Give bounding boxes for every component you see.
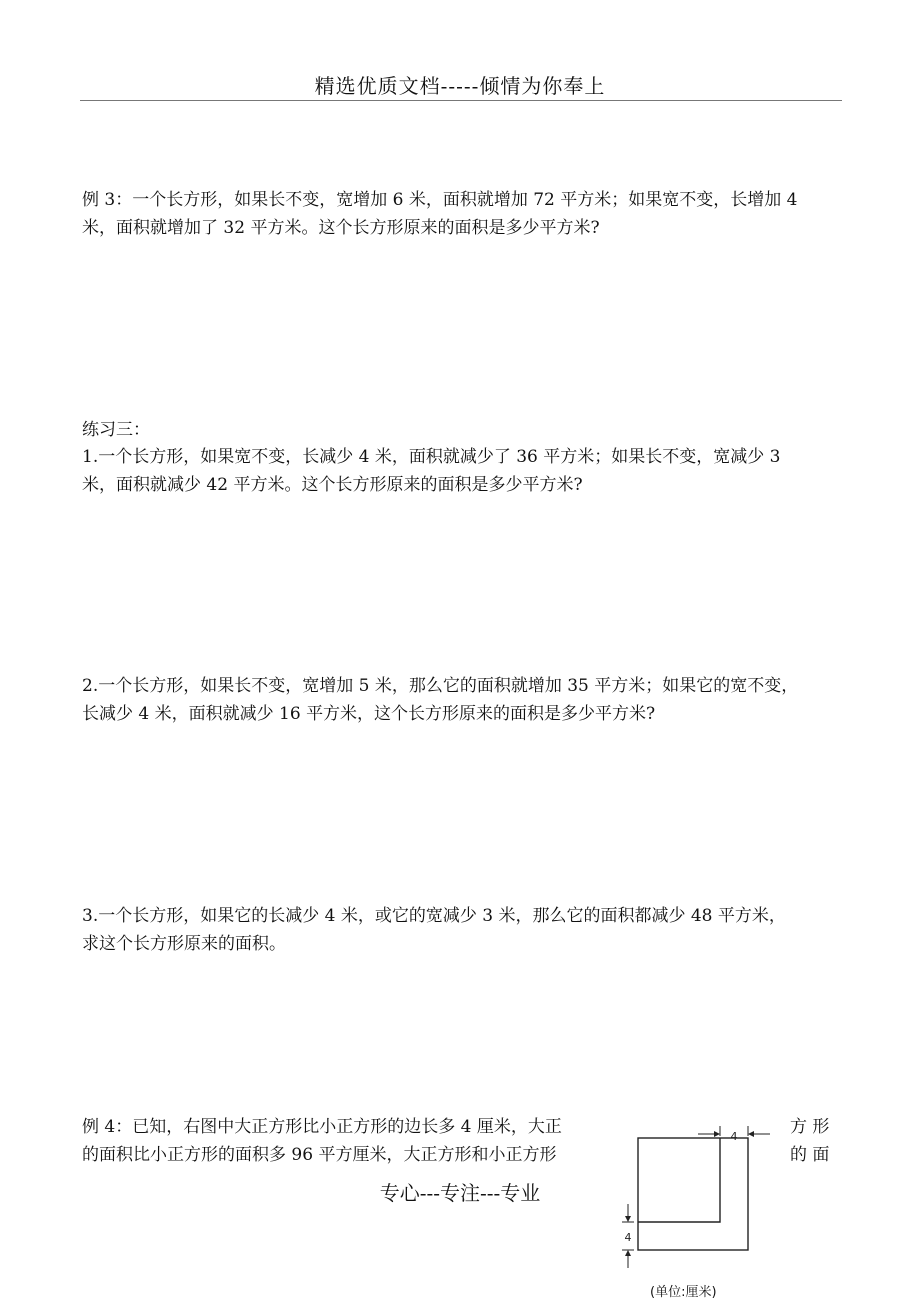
example-3-line-2: 米，面积就增加了 32 平方米。这个长方形原来的面积是多少平方米?: [82, 218, 600, 238]
practice-question-1: [82, 443, 838, 499]
example-4-line-2-end: 的 面: [790, 1145, 830, 1165]
side-arrowhead-top: [625, 1216, 631, 1222]
top-dimension-label: 4: [730, 1130, 738, 1143]
top-arrowhead-right: [748, 1131, 754, 1137]
practice-question-3: [82, 902, 838, 958]
example-4-text-continued: [790, 1113, 829, 1169]
example-4-line-2: 的面积比小正方形的面积多 96 平方厘米，大正方形和小正方形: [82, 1145, 557, 1165]
squares-figure: [610, 1118, 790, 1302]
question-1-line-1: 1.一个长方形，如果宽不变，长减少 4 米，面积就减少了 36 平方米；如果长不变，宽减少 3: [82, 447, 781, 467]
example-3: [82, 186, 838, 242]
example-4-line-1-end: 方 形: [790, 1117, 830, 1137]
top-arrowhead-left: [714, 1131, 720, 1137]
question-1-line-2: 米，面积就减少 42 平方米。这个长方形原来的面积是多少平方米?: [82, 475, 583, 495]
side-arrowhead-bottom: [625, 1250, 631, 1256]
practice-heading: 练习三：: [82, 420, 150, 440]
example-4-text: [82, 1113, 562, 1169]
question-3-line-1: 3.一个长方形，如果它的长减少 4 米，或它的宽减少 3 米，那么它的面积都减少 48 平方米，: [82, 906, 786, 926]
header-divider: [80, 100, 842, 101]
example-4-line-1: 例 4：已知，右图中大正方形比小正方形的边长多 4 厘米，大正: [82, 1117, 562, 1137]
question-2-line-1: 2.一个长方形，如果长不变，宽增加 5 米，那么它的面积就增加 35 平方米；如果它的宽不变，: [82, 676, 799, 696]
example-3-line-1: 例 3：一个长方形，如果长不变，宽增加 6 米，面积就增加 72 平方米；如果宽不变，长增加 4: [82, 190, 798, 210]
practice-question-2: [82, 672, 838, 728]
page-header-title: 精选优质文档-----倾情为你奉上: [314, 74, 606, 98]
question-2-line-2: 长减少 4 米，面积就减少 16 平方米，这个长方形原来的面积是多少平方米?: [82, 704, 656, 724]
page-footer: 专心---专注---专业: [379, 1181, 541, 1205]
question-3-line-2: 求这个长方形原来的面积。: [82, 934, 286, 954]
side-dimension-label: 4: [624, 1231, 632, 1244]
figure-caption: (单位:厘米): [650, 1285, 717, 1300]
